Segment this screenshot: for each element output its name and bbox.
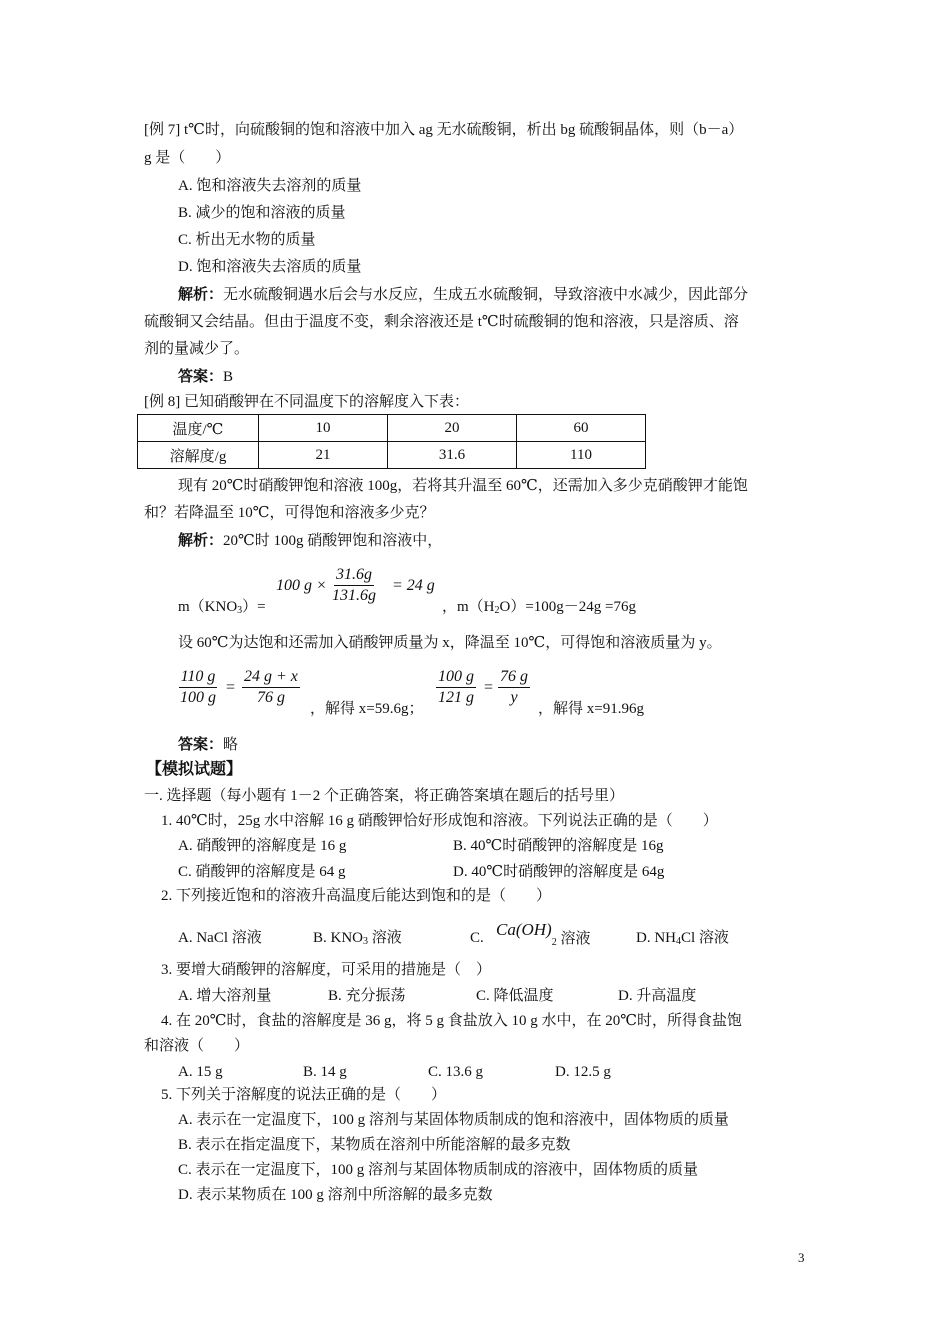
ex8-question-line2: 和？若降温至 10℃，可得饱和溶液多少克？ <box>144 505 435 521</box>
q4-option-d: D. 12.5 g <box>555 1064 611 1080</box>
eq1-fraction <box>330 565 378 606</box>
q1-option-b: B. 40℃时硝酸钾的溶解度是 16g <box>453 838 664 854</box>
q1-option-d: D. 40℃时硝酸钾的溶解度是 64g <box>453 864 665 880</box>
subscript: 2 <box>494 605 500 616</box>
q5-option-a: A. 表示在一定温度下，100 g 溶剂与某固体物质制成的饱和溶液中，固体物质的质量 <box>178 1112 729 1128</box>
formula-text: D. NH <box>636 930 676 946</box>
section-choice-instructions: 一. 选择题（每小题有 1－2 个正确答案，将正确答案填在题后的括号里） <box>144 788 625 804</box>
table-cell: 110 <box>517 442 646 469</box>
subscript: 2 <box>551 937 557 948</box>
analysis-label: 解析： <box>178 287 224 303</box>
answer-label: 答案： <box>178 369 224 385</box>
formula-text: 溶液 <box>556 931 591 947</box>
fraction-numerator: 31.6g <box>334 565 374 586</box>
subscript: 4 <box>676 936 681 947</box>
question-3: 3. 要增大硝酸钾的溶解度，可采用的措施是（ ） <box>161 962 492 978</box>
ex7-question-line2: g 是（ ） <box>144 150 231 166</box>
fraction-24x-76 <box>242 667 300 708</box>
ex8-setup: 设 60℃为达饱和还需加入硝酸钾质量为 x，降温至 10℃，可得饱和溶液质量为 y。 <box>178 635 722 651</box>
ex7-option-d: D. 饱和溶液失去溶质的质量 <box>178 259 362 275</box>
fraction-denominator: 76 g <box>256 689 285 706</box>
ex8-intro: [例 8] 已知硝酸钾在不同温度下的溶解度入下表： <box>144 394 469 410</box>
fraction-numerator: 24 g + x <box>242 667 300 688</box>
subscript: 3 <box>363 936 369 947</box>
q5-option-d: D. 表示某物质在 100 g 溶剂中所溶解的最多克数 <box>178 1187 493 1203</box>
table-cell: 60 <box>517 415 646 442</box>
fraction-denominator: 121 g <box>438 689 474 706</box>
formula-text: B. KNO <box>313 930 364 946</box>
m-h2o-suffix: O）=100g－24g =76g <box>499 599 637 615</box>
page-number: 3 <box>798 1250 805 1265</box>
ex7-analysis-line2: 硫酸铜又会结晶。但由于温度不变，剩余溶液还是 t℃时硫酸铜的饱和溶液，只是溶质、溶 <box>144 314 739 330</box>
m-h2o-prefix: ，m（H <box>442 599 495 615</box>
question-5: 5. 下列关于溶解度的说法正确的是（ ） <box>161 1087 447 1103</box>
fraction-100-121 <box>436 667 476 708</box>
table-row <box>138 442 646 469</box>
solution-x: ，解得 x=59.6g； <box>310 701 424 717</box>
ex8-analysis-line1 <box>178 531 442 551</box>
formula-text: 溶液 <box>368 930 402 946</box>
section-heading: 【模拟试题】 <box>146 761 243 778</box>
q2-option-c <box>496 920 591 948</box>
ex7-option-c: C. 析出无水物的质量 <box>178 232 316 248</box>
question-4-line1: 4. 在 20℃时，食盐的溶解度是 36 g，将 5 g 食盐放入 10 g 水中，在 20℃时，所得食盐饱 <box>161 1013 743 1029</box>
analysis-text: 20℃时 100g 硝酸钾饱和溶液中， <box>223 533 443 549</box>
q4-option-b: B. 14 g <box>303 1064 347 1080</box>
q1-option-c: C. 硝酸钾的溶解度是 64 g <box>178 864 346 880</box>
table-row <box>138 415 646 442</box>
q4-option-c: C. 13.6 g <box>428 1064 484 1080</box>
fraction-numerator: 110 g <box>179 667 218 688</box>
formula-text: Cl 溶液 <box>681 930 729 946</box>
m-kno3-label <box>178 597 266 621</box>
analysis-text: 无水硫酸铜遇水后会与水反应，生成五水硫酸铜，导致溶液中水减少，因此部分 <box>223 287 749 303</box>
equals-sign: = <box>484 679 494 696</box>
question-2: 2. 下列接近饱和的溶液升高温度后能达到饱和的是（ ） <box>161 888 552 904</box>
q3-option-a: A. 增大溶剂量 <box>178 988 272 1004</box>
ex7-option-a: A. 饱和溶液失去溶剂的质量 <box>178 178 362 194</box>
table-cell: 温度/℃ <box>138 415 259 442</box>
ex7-answer <box>178 367 233 387</box>
m-kno3-suffix: ）= <box>242 599 266 615</box>
fraction-denominator: 100 g <box>180 689 216 706</box>
ex7-option-b: B. 减少的饱和溶液的质量 <box>178 205 346 221</box>
q2-option-a: A. NaCl 溶液 <box>178 930 262 946</box>
q2-option-c-label: C. <box>470 930 484 946</box>
q4-option-a: A. 15 g <box>178 1064 223 1080</box>
q5-option-c: C. 表示在一定温度下，100 g 溶剂与某固体物质制成的溶液中，固体物质的质量 <box>178 1162 699 1178</box>
subscript: 3 <box>237 605 243 616</box>
fraction-110-100 <box>178 667 218 708</box>
table-cell: 31.6 <box>388 442 517 469</box>
fraction-numerator: 100 g <box>436 667 476 688</box>
formula-text: Ca(OH) <box>496 920 552 939</box>
question-4-line2: 和溶液（ ） <box>144 1038 250 1054</box>
table-cell: 21 <box>259 442 388 469</box>
answer-value: 略 <box>223 737 239 753</box>
ex7-question-line1: [例 7] t℃时，向硫酸铜的饱和溶液中加入 ag 无水硫酸铜，析出 bg 硫酸铜晶体，则（b－a） <box>144 122 744 138</box>
fraction-76-y <box>498 667 530 708</box>
q2-option-d <box>636 928 729 952</box>
solubility-table <box>137 414 646 469</box>
analysis-label: 解析： <box>178 533 224 549</box>
q2-option-b <box>313 928 402 952</box>
q5-option-b: B. 表示在指定温度下，某物质在溶剂中所能溶解的最多克数 <box>178 1137 571 1153</box>
fraction-numerator: 76 g <box>498 667 530 688</box>
solution-y: ，解得 x=91.96g <box>538 701 644 717</box>
eq1-lead: 100 g × <box>276 577 327 594</box>
equals-sign: = <box>226 679 236 696</box>
ex8-question-line1: 现有 20℃时硝酸钾饱和溶液 100g，若将其升温至 60℃，还需加入多少克硝酸钾才能饱 <box>178 478 748 494</box>
fraction-denominator: y <box>510 689 518 706</box>
table-cell: 20 <box>388 415 517 442</box>
answer-value: B <box>223 369 234 385</box>
answer-label: 答案： <box>178 737 224 753</box>
table-cell: 10 <box>259 415 388 442</box>
question-1: 1. 40℃时，25g 水中溶解 16 g 硝酸钾恰好形成饱和溶液。下列说法正确的是（ ） <box>161 813 718 829</box>
q1-option-a: A. 硝酸钾的溶解度是 16 g <box>178 838 347 854</box>
ex7-analysis-line3: 剂的量减少了。 <box>144 341 250 357</box>
eq1-tail: = 24 g <box>392 577 435 594</box>
fraction-denominator: 131.6g <box>332 587 376 604</box>
q3-option-b: B. 充分振荡 <box>328 988 406 1004</box>
ex8-answer <box>178 735 238 755</box>
table-cell: 溶解度/g <box>138 442 259 469</box>
q3-option-c: C. 降低温度 <box>476 988 554 1004</box>
ex7-analysis-line1 <box>178 285 748 305</box>
m-h2o <box>442 597 636 621</box>
m-kno3-prefix: m（KNO <box>178 599 238 615</box>
q3-option-d: D. 升高温度 <box>618 988 697 1004</box>
